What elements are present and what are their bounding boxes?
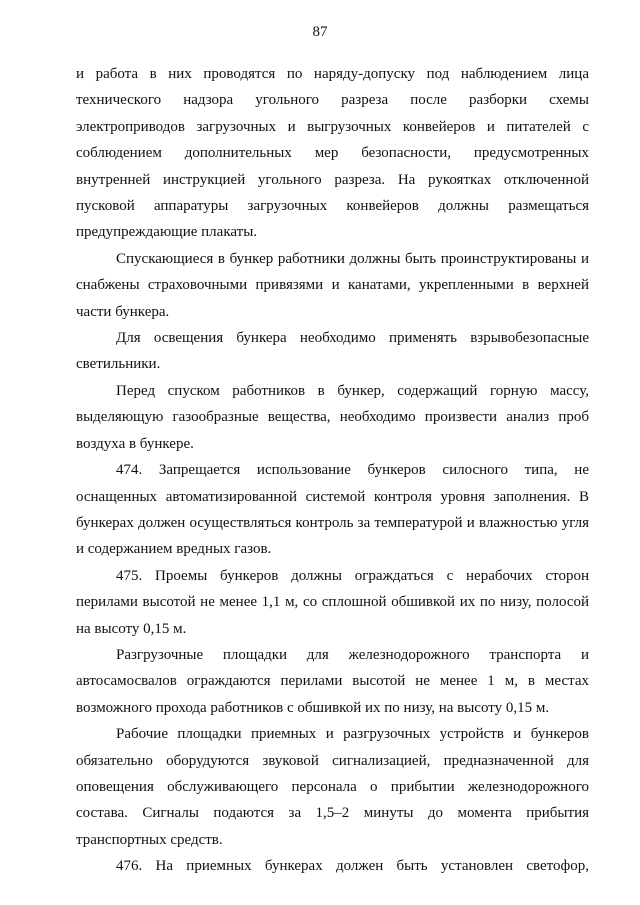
paragraph-476: 476. На приемных бункерах должен быть установлен светофор, [116, 858, 589, 875]
paragraph-474: 474. Запрещается использование бункеров силосного типа, не оснащенных автоматизированной системой контроля уровня заполнения. В бункерах должен осуществляться контроль за температурой и влажностью угля и содержанием вредных газов. [76, 462, 589, 558]
page-number: 87 [312, 24, 328, 40]
paragraph-continuation: и работа в них проводятся по наряду-допуску под наблюдением лица технического надзора угольного разреза после разборки схемы электроприводов загрузочных и выгрузочных конвейеров и питателей с соблюдением дополнительных мер безопасности, предусмотренных внутренней инструкцией угольного разреза. На рукоятках отключенной пусковой аппаратуры загрузочных конвейеров должны размещаться предупреждающие плакаты. [76, 66, 589, 241]
paragraph-air-analysis: Перед спуском работников в бункер, содержащий горную массу, выделяющую газообразные вещества, необходимо произвести анализ проб воздуха в бункере. [76, 382, 589, 452]
paragraph-instruction: Спускающиеся в бункер работники должны быть проинструктированы и снабжены страховочными привязями и канатами, укрепленными в верхней части бункера. [76, 250, 589, 320]
paragraph-sound-signaling: Рабочие площадки приемных и разгрузочных устройств и бункеров обязательно оборудуются звуковой сигнализацией, предназначенной для оповещения обслуживающего персонала о прибытии железнодорожного состава. Сигналы подаются за 1,5–2 минуты до момента прибытия транспортных средств. [76, 726, 589, 848]
paragraph-475: 475. Проемы бункеров должны ограждаться с нерабочих сторон перилами высотой не менее 1,1 м, со сплошной обшивкой их по низу, полосой на высоту 0,15 м. [76, 567, 589, 637]
paragraph-unloading-platforms: Разгрузочные площадки для железнодорожного транспорта и автосамосвалов ограждаются перилами высотой не менее 1 м, в местах возможного прохода работников с обшивкой их по низу, на высоту 0,15 м. [76, 646, 589, 716]
paragraph-lighting: Для освещения бункера необходимо применять взрывобезопасные светильники. [76, 330, 589, 373]
document-body [76, 61, 589, 880]
